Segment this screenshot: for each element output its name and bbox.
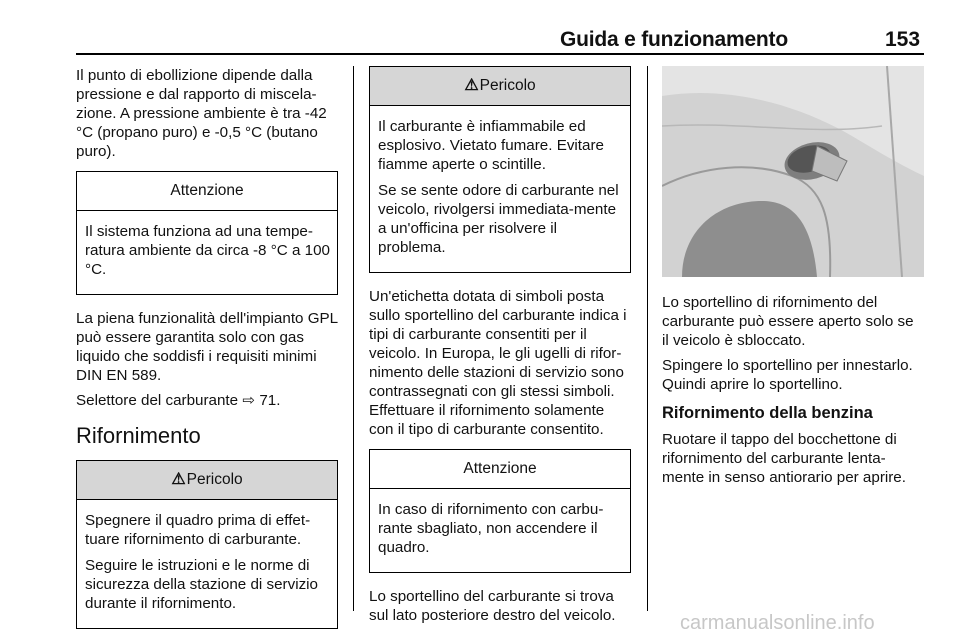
watermark: carmanualsonline.info (680, 612, 875, 634)
header-rule (76, 53, 924, 55)
danger-heading: Pericolo (186, 471, 243, 488)
paragraph: La piena funzionalità dell'impianto GPL può essere garantita solo con gas liquido che soddisfi i requisiti minimi DIN EN 589. (76, 310, 338, 384)
attention-text: Il sistema funziona ad una tempe-ratura ambiente da circa -8 °C a 100 °C. (85, 223, 330, 278)
attention-box (76, 171, 338, 295)
paragraph: Un'etichetta dotata di simboli posta sullo sportellino del carburante indica i tipi di carburante consentiti per il veicolo. In Europa, le gli ugelli di rifor-nimento delle stazioni di servizio sono contrassegnati con gli stessi simboli. Effettuare il rifornimento solamente con il tipo di carburante consentito. (369, 288, 627, 438)
warning-icon: ⚠ (464, 77, 479, 94)
danger-text: Se se sente odore di carburante nel veicolo, rivolgersi immediata-mente a un'officina per risolvere il problema. (378, 182, 619, 256)
paragraph: Spingere lo sportellino per innestarlo. Quindi aprire lo sportellino. (662, 357, 913, 393)
paragraph: Il punto di ebollizione dipende dalla pressione e dal rapporto di miscela-zione. A pressione ambiente è tra -42 °C (propano puro) e -0,5 °C (butano puro). (76, 67, 327, 160)
page-reference-arrow-icon: ⇨ (242, 392, 256, 409)
danger-text: Seguire le istruzioni e le norme di sicurezza della stazione di servizio durante il rifornimento. (85, 557, 318, 612)
section-title: Rifornimento (76, 423, 201, 448)
danger-header (77, 461, 337, 500)
danger-heading: Pericolo (479, 77, 536, 94)
column-3 (662, 66, 924, 493)
page-number: 153 (885, 28, 921, 51)
column-divider (647, 66, 648, 611)
subheading: Rifornimento della benzina (662, 404, 873, 422)
column-1 (76, 66, 338, 643)
page-header-title: Guida e funzionamento (560, 28, 788, 51)
column-2 (369, 66, 631, 631)
danger-text: Spegnere il quadro prima di effet-tuare rifornimento di carburante. (85, 512, 311, 548)
warning-icon: ⚠ (171, 471, 186, 488)
fuel-door-illustration (662, 66, 924, 277)
paragraph: Lo sportellino del carburante si trova sul lato posteriore destro del veicolo. (369, 588, 616, 624)
car-rear-fuel-door-drawing (662, 66, 924, 277)
attention-box (369, 449, 631, 573)
attention-heading: Attenzione (77, 172, 337, 211)
danger-box (76, 460, 338, 629)
column-divider (353, 66, 354, 611)
paragraph: Lo sportellino di rifornimento del carburante può essere aperto solo se il veicolo è sbloccato. (662, 294, 914, 349)
danger-box (369, 66, 631, 273)
danger-header (370, 67, 630, 106)
attention-heading: Attenzione (370, 450, 630, 489)
cross-reference: Selettore del carburante ⇨ 71. (76, 392, 281, 409)
attention-text: In caso di rifornimento con carbu-rante sbagliato, non accendere il quadro. (378, 501, 604, 556)
paragraph: Ruotare il tappo del bocchettone di rifornimento del carburante lenta-mente in senso antiorario per aprire. (662, 431, 906, 486)
danger-text: Il carburante è infiammabile ed esplosivo. Vietato fumare. Evitare fiamme aperte o scintille. (378, 118, 604, 173)
page-reference[interactable]: 71. (259, 392, 281, 409)
